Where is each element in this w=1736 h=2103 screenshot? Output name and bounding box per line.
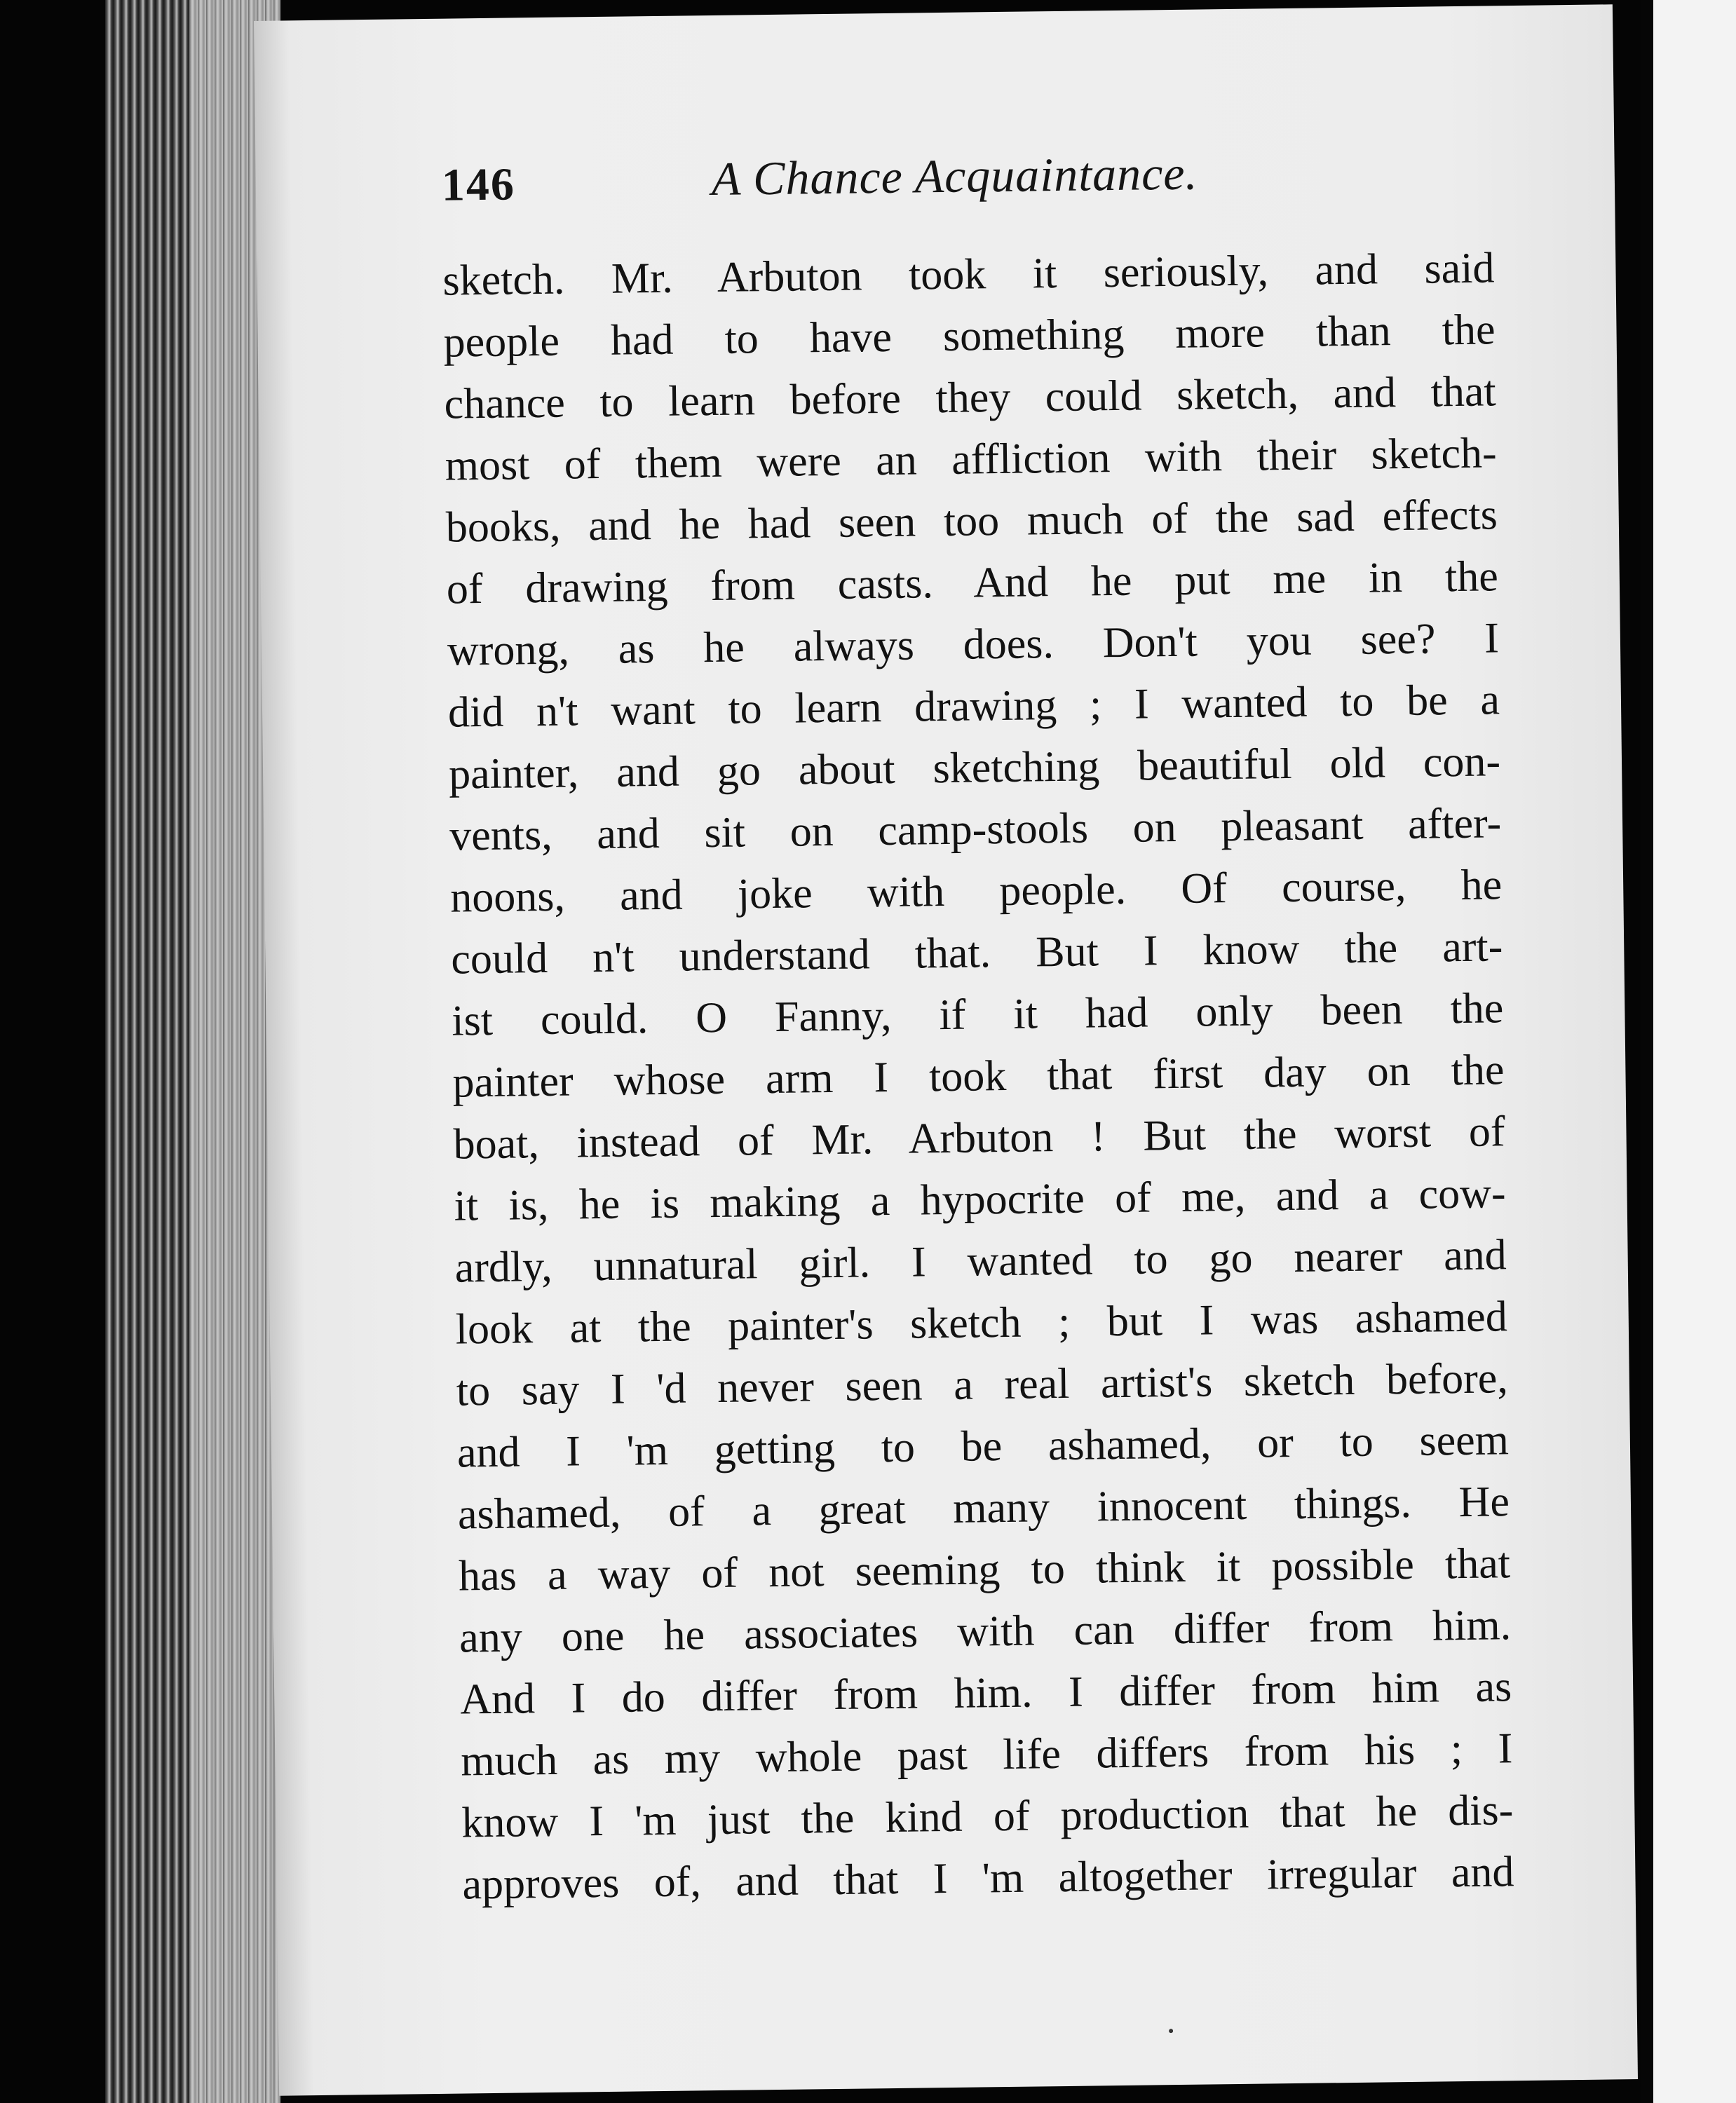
print-speck xyxy=(1169,2029,1173,2033)
text-line: wrong, as he always does. Don't you see? I xyxy=(447,614,1500,675)
text-line: any one he associates with can differ from him. xyxy=(459,1601,1512,1662)
page-edges xyxy=(105,0,280,2103)
body-text xyxy=(442,237,1514,1915)
text-line: painter, and go about sketching beautiful old con- xyxy=(448,737,1501,798)
page-number: 146 xyxy=(441,158,516,211)
text-line: sketch. Mr. Arbuton took it seriously, and said xyxy=(442,244,1495,305)
text-line: noons, and joke with people. Of course, he xyxy=(449,861,1503,922)
text-line: could n't understand that. But I know the art- xyxy=(450,923,1503,984)
text-line: books, and he had seen too much of the sad effects xyxy=(445,491,1498,552)
text-line: did n't want to learn drawing ; I wanted to be a xyxy=(447,676,1500,737)
text-line: much as my whole past life differs from his ; I xyxy=(460,1724,1513,1785)
text-line: people had to have something more than the xyxy=(443,306,1496,367)
text-line: ashamed, of a great many innocent things. He xyxy=(457,1478,1510,1539)
text-line: to say I 'd never seen a real artist's sketch before, xyxy=(456,1354,1509,1415)
running-title: A Chance Acquaintance. xyxy=(711,146,1198,205)
text-line: chance to learn before they could sketch, and that xyxy=(444,367,1496,428)
text-line: know I 'm just the kind of production that he dis- xyxy=(461,1786,1514,1847)
text-line: ardly, unnatural girl. I wanted to go nearer and xyxy=(454,1231,1507,1292)
text-line: look at the painter's sketch ; but I was ashamed xyxy=(455,1293,1508,1354)
text-line: it is, he is making a hypocrite of me, and a cow- xyxy=(454,1169,1506,1230)
text-line: painter whose arm I took that first day on the xyxy=(452,1046,1505,1107)
facing-page-edge xyxy=(1641,0,1736,2103)
text-line: And I do differ from him. I differ from him as xyxy=(459,1663,1512,1724)
text-line: vents, and sit on camp-stools on pleasant after- xyxy=(449,799,1502,860)
text-line: boat, instead of Mr. Arbuton ! But the worst of xyxy=(453,1108,1505,1169)
text-line: and I 'm getting to be ashamed, or to seem xyxy=(456,1416,1510,1477)
text-line: approves of, and that I 'm altogether irregular and xyxy=(462,1848,1514,1909)
text-line: ist could. O Fanny, if it had only been the xyxy=(452,984,1504,1045)
text-line: most of them were an affliction with their sketch- xyxy=(445,429,1498,490)
text-line: has a way of not seeming to think it possible that xyxy=(458,1539,1511,1600)
book-page xyxy=(254,4,1638,2095)
page-header xyxy=(441,132,1493,222)
text-line: of drawing from casts. And he put me in the xyxy=(446,552,1499,613)
